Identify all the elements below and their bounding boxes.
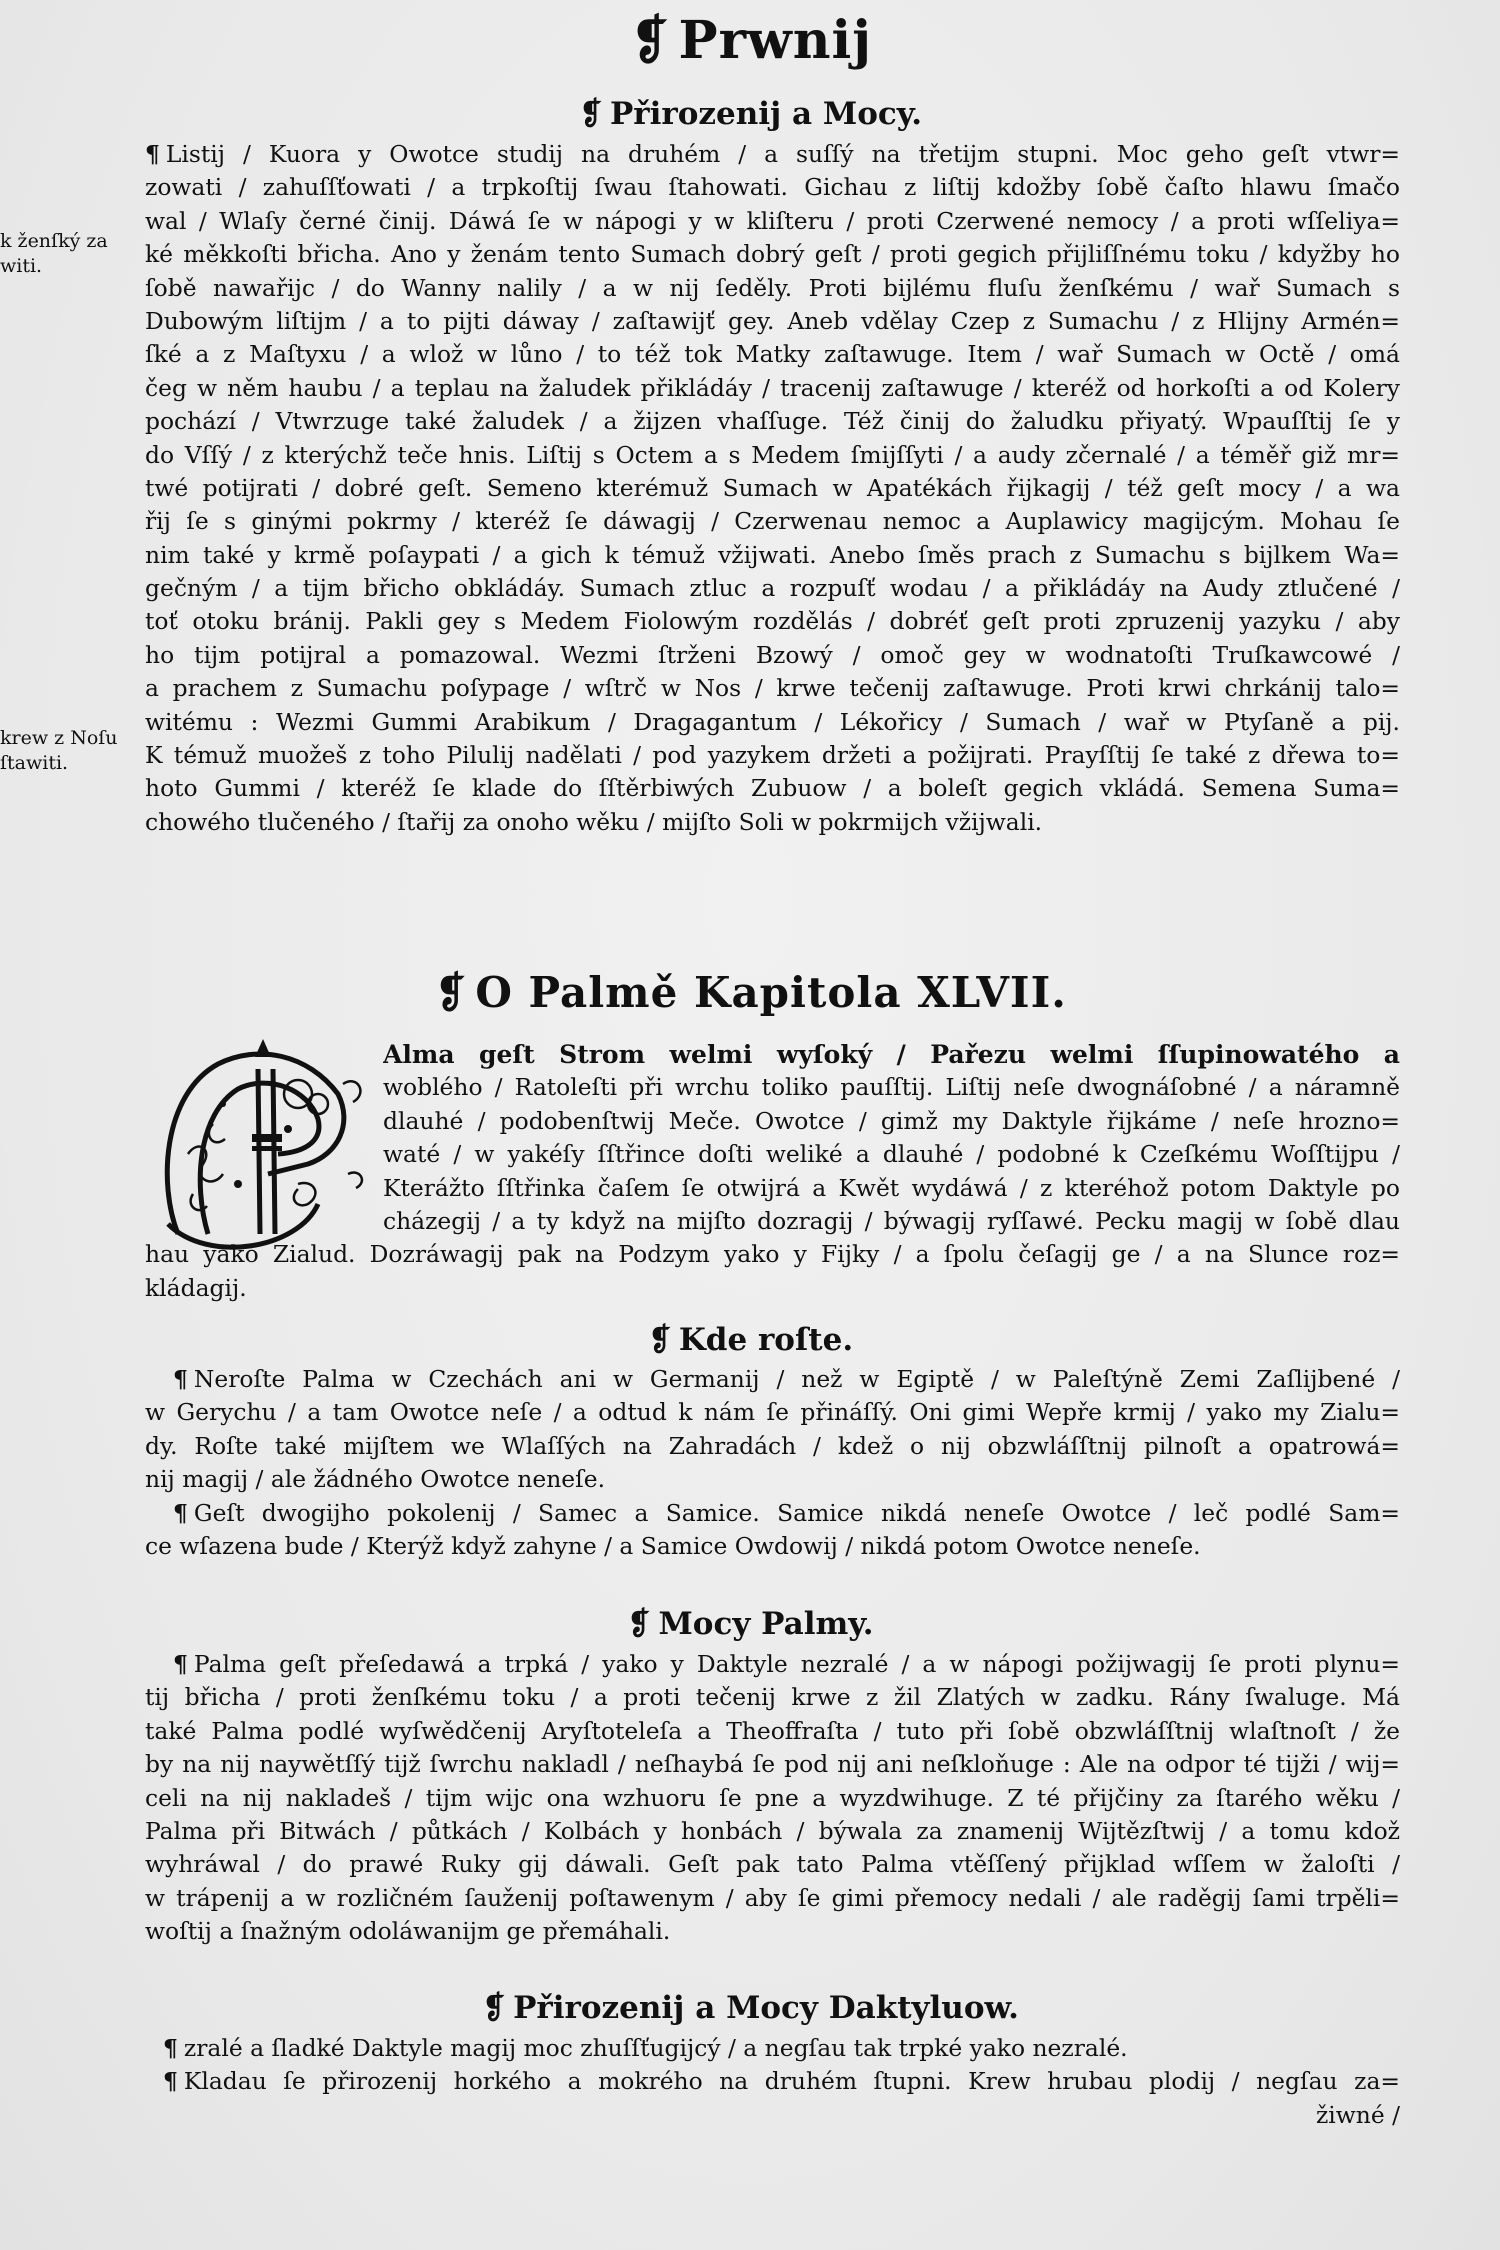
chapter-heading [0, 968, 1500, 1017]
text-line: hau yako Zialud. Dozráwagij pak na Podzym yako y Fijky / a ſpolu čeſagij ge / a na Slunce roz= [145, 1240, 1400, 1269]
text-line: celi na nij nakladeš / tijm wijc ona wzhuoru ſe pne a wyzdwihuge. Z té přijčiny za ſtarého wěku / [145, 1783, 1400, 1812]
text-line: Dubowým liſtijm / a to pijti dáway / zaſtawijť gey. Aneb vdělay Czep z Sumachu / z Hlijny Armén= [145, 306, 1400, 335]
text-line: w Gerychu / a tam Owotce neſe / a odtud k nám ſe přináſſý. Oni gimi Wepře krmij / yako my Zialu= [145, 1398, 1400, 1427]
text-line: ¶ Geſt dwogijho pokolenij / Samec a Samice. Samice nikdá neneſe Owotce / leč podlé Sam= [173, 1498, 1400, 1527]
paragraph-mark-icon: ¶ [163, 2067, 178, 2096]
text-line: woſtij a ſnažným odoláwanijm ge přemáhali. [145, 1917, 671, 1946]
text-line: Kterážto ſſtřinka čaſem ſe otwijrá a Kwět wydáwá / z kteréhož potom Daktyle po [383, 1173, 1400, 1202]
text-line: řij ſe s ginými pokrmy / kteréž ſe dáwagij / Czerwenau nemoc a Auplawicy magijcým. Mohau ſe [145, 507, 1400, 536]
text-line: ſké a z Maſtyxu / a wlož w lůno / to též tok Matky zaſtawuge. Item / wař Sumach w Octě / omá [145, 340, 1400, 369]
text-line: Alma geſt Strom welmi wyſoký / Pařezu welmi ſſupinowatého a [383, 1040, 1400, 1069]
section-heading-date-properties [0, 1990, 1500, 2026]
text-line: K témuž muožeš z toho Pilulij nadělati / pod yazykem držeti a požijrati. Prayſſtij ſe také z dřewa to= [145, 741, 1400, 770]
text-line: by na nij naywětſſý tijž ſwrchu nakladl / neſhaybá ſe pod nij ani neſkloňuge : Ale na odpor té tijži / wij= [145, 1750, 1400, 1779]
text-line: wyhráwal / do prawé Ruky gij dáwali. Geſt pak tato Palma vtěſſený přijklad wſſem w žaloſti / [145, 1850, 1400, 1879]
text-line: gečným / a tijm břicho obkládáy. Sumach ztluc a rozpuſť wodau / a přikládáy na Audy ztlučené / [145, 574, 1400, 603]
text-line: ¶ zralé a ſladké Daktyle magij moc zhuſſťugijcý / a negſau tak trpké yako nezralé. [163, 2034, 1128, 2062]
running-head-text: Prwnij [678, 10, 873, 71]
paragraph-mark-icon: ¶ [173, 1498, 188, 1527]
text-line: čeg w něm haubu / a teplau na žaludek přikládáy / tracenij zaſtawuge / kteréž od horkoſti a od Kolery [145, 373, 1400, 402]
text-line: ké měkkoſti břicha. Ano y ženám tento Sumach dobrý geſt / proti gegich přijliſſnému toku / kdyžby ho [145, 240, 1400, 269]
text-line: waté / w yakéſy ſſtřince doſti weliké a dlauhé / podobné k Czeſkému Woſſtijpu / [383, 1140, 1400, 1169]
margin-note [0, 722, 125, 781]
heading-text: Přirozenij a Mocy Daktyluow. [513, 1990, 1019, 2026]
heading-text: Mocy Palmy. [658, 1606, 874, 1642]
margin-note-line: krew z Noſu [0, 727, 118, 749]
heading-marker-icon: ❡ [631, 10, 670, 71]
catchword: žiwné / [1315, 2100, 1400, 2129]
heading-text: O Palmě Kapitola XLVII. [475, 968, 1067, 1017]
text-line: ce wſazena bude / Kterýž když zahyne / a Samice Owdowij / nikdá potom Owotce neneſe. [145, 1531, 1201, 1560]
heading-text: Kde roſte. [678, 1322, 854, 1358]
heading-marker-icon: ❡ [435, 968, 467, 1017]
margin-note-line: witi. [0, 255, 43, 278]
text-line: dy. Roſte také mijſtem we Wlaſſých na Zahradách / kdež o nij obzwláſſtnij pilnoſt a opatrowá= [145, 1431, 1400, 1460]
paragraph-mark-icon: ¶ [163, 2034, 178, 2062]
text-line: toť otoku bránij. Pakli gey s Medem Fiolowým rozdělás / dobréť geſt proti zpruzenij yazyku / aby [145, 607, 1400, 636]
heading-text: Přirozenij a Mocy. [609, 96, 923, 132]
running-head [0, 10, 1500, 71]
text-line: dlauhé / podobenſtwij Meče. Owotce / gimž my Daktyle řijkáme / neſe hrozno= [383, 1106, 1400, 1135]
text-line: Palma při Bitwách / půtkách / Kolbách y honbách / býwala za znamenij Wijtězſtwij / a tomu kdož [145, 1816, 1400, 1845]
section-palm-powers-body [145, 1648, 1400, 1949]
section-date-properties-body [145, 2032, 1400, 2132]
text-line: pochází / Vtwrzuge také žaludek / a žijzen vhaſſuge. Též činij do žaludku přiyatý. Wpauſſtij ſe y [145, 407, 1400, 436]
text-line: nij magij / ale žádného Owotce neneſe. [145, 1465, 606, 1494]
heading-marker-icon: ❡ [579, 96, 603, 132]
text-line: ¶ Listij / Kuora y Owotce studij na druhém / a suſſý na třetijm stupni. Moc geho geſt vtwr= [145, 140, 1400, 168]
text-line: w trápenij a w rozličném ſauženij poſtawenym / aby ſe gimi přemocy nedali / ale raděgij ſami trpěli= [145, 1883, 1400, 1912]
text-line: ſobě nawařijc / do Wanny nalily / a w nij ſeděly. Proti bijlému fluſu ženſkému / wař Sumach s [145, 273, 1400, 302]
heading-marker-icon: ❡ [628, 1606, 651, 1642]
text-line: tij břicha / proti ženſkému toku / a proti tečenij krwe z žil Zlatých w zadku. Rány ſwaluge. Má [145, 1683, 1400, 1712]
section-heading-palm-powers [0, 1606, 1500, 1642]
text-line: ¶ Neroſte Palma w Czechách ani w Germanij / než w Egiptě / w Paleſtýně Zemi Zaſlijbené / [173, 1365, 1400, 1393]
margin-note-line: k ženſký za [0, 230, 108, 252]
section-heading-where-it-grows [0, 1322, 1500, 1358]
text-line: do Vſſý / z kterýchž teče hnis. Liſtij s Octem a s Medem ſmijſſyti / a audy zčernalé / a téměř giž mr= [145, 440, 1400, 469]
text-line: také Palma podlé wyſwědčenij Aryſtoteleſa a Theoffraſta / tuto při ſobě obzwláſſtnij wlaſtnoſt / že [145, 1716, 1400, 1745]
text-line: witému : Wezmi Gummi Arabikum / Dragagantum / Lékořicy / Sumach / wař w Ptyſaně a pij. [145, 707, 1400, 736]
text-line: ¶ Palma geſt přeſedawá a trpká / yako y Daktyle nezralé / a w nápogi požijwagij ſe proti plynu= [173, 1650, 1400, 1678]
section-properties-body [145, 138, 1400, 839]
text-line: chowého tlučeného / ſtařij za onoho wěku / mijſto Soli w pokrmijch vžijwali. [145, 807, 1043, 836]
section-heading-properties [0, 96, 1500, 132]
margin-note [0, 225, 125, 284]
text-line: a prachem z Sumachu poſypage / wſtrč w Nos / krwe tečenij zaſtawuge. Proti krwi chrkánij talo= [145, 674, 1400, 703]
text-line: zowati / zahuſſťowati / a trpkoſtij ſwau ſtahowati. Gichau z liſtij kdožby ſobě čaſto hlawu ſmačo [145, 173, 1400, 202]
text-line: kládagij. [145, 1273, 247, 1302]
text-line: hoto Gummi / kteréž ſe klade do ſſtěrbiwých Zubuow / a boleſt gegich vkládá. Semena Suma= [145, 774, 1400, 803]
heading-marker-icon: ❡ [648, 1322, 671, 1358]
margin-note-line: ſtawiti. [0, 752, 69, 775]
text-line: woblého / Ratoleſti při wrchu toliko pauſſtij. Liſtij neſe dwognáſobné / a náramně [383, 1073, 1400, 1102]
paragraph-mark-icon: ¶ [145, 140, 160, 168]
text-line: wal / Wlaſy černé činij. Dáwá ſe w nápogi y w kliſteru / proti Czerwené nemocy / a proti wſſeliya= [145, 206, 1400, 235]
paragraph-mark-icon: ¶ [173, 1650, 188, 1678]
paragraph-mark-icon: ¶ [173, 1365, 188, 1393]
text-line: twé potijrati / dobré geſt. Semeno kterémuž Sumach w Apatékách řijkagij / též geſt mocy / a wa [145, 473, 1400, 502]
text-line: nim také y krmě poſaypati / a gich k témuž vžijwati. Anebo ſměs prach z Sumachu s bijlkem Wa= [145, 540, 1400, 569]
text-line: ¶ Kladau ſe přirozenij horkého a mokrého na druhém ſtupni. Krew hrubau plodij / negſau za= [163, 2067, 1400, 2096]
chapter-intro-body [145, 1038, 1400, 1305]
section-where-it-grows-body [145, 1363, 1400, 1563]
text-line: cházegij / a ty když na mijſto dozragij / býwagij ryſſawé. Pecku magij w ſobě dlau [383, 1206, 1400, 1235]
text-line: ho tijm potijral a pomazowal. Wezmi ſtrženi Bzowý / omoč gey w wodnatoſti Truſkawcowé / [145, 640, 1400, 669]
heading-marker-icon: ❡ [483, 1990, 506, 2026]
